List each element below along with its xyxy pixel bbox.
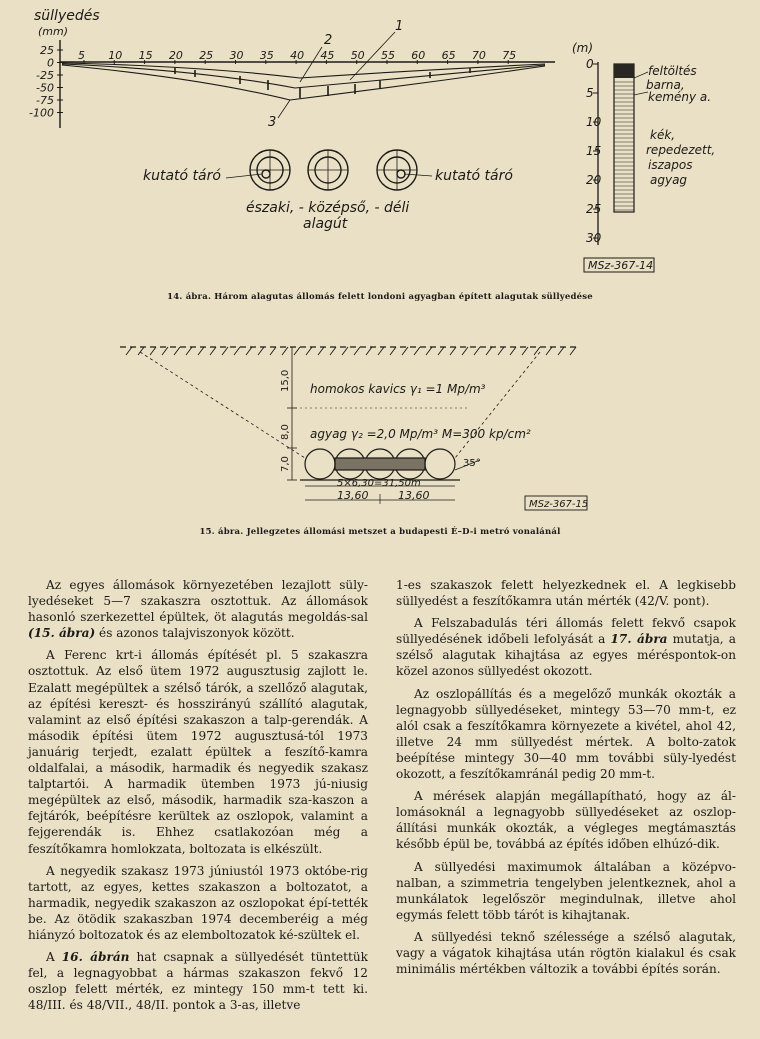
- dim-top: 15,0: [280, 369, 291, 392]
- x-tick-label: 55: [381, 49, 395, 62]
- x-tick-label: 75: [502, 49, 517, 62]
- paragraph: A mérések alapján megállapítható, hogy az ál-lomásoknál a legnagyobb süllyedéseket az oszlop-állítási munkák okozták, a végleges megtámasztás később épül be, továbbá az építés időben elhúzó-dik.: [396, 789, 736, 852]
- y-tick-label: 25: [40, 44, 54, 57]
- paragraph: A negyedik szakasz 1973 júniustól 1973 októbe-rig tartott, az egyes, kettes szakaszon a boltozatot, a harmadik, negyedik szakaszon az oszlopokat épí-tették be. Az ötödik szakaszban 1974 decemberéig a még hiányzó boltozatok és az elemboltozatok ké-szültek el.: [28, 863, 368, 942]
- curve-label-1: 1: [395, 19, 404, 34]
- depth-tick-label: 10: [586, 115, 602, 129]
- x-tick-label: 10: [108, 49, 123, 62]
- depth-tick-label: 15: [586, 144, 602, 158]
- settlement-curve-3: [62, 65, 545, 100]
- fig14-caption: [0, 292, 760, 302]
- x-tick-label: 40: [290, 49, 305, 62]
- x-tick-label: 50: [350, 49, 365, 62]
- y-tick-label: -75: [36, 94, 54, 107]
- fig14-axis-title: süllyedés: [34, 8, 100, 24]
- y-tick-label: -25: [36, 69, 54, 82]
- depth-unit: (m): [572, 41, 594, 55]
- x-tick-label: 65: [441, 49, 456, 62]
- fig15-stamp: MSz-367-15: [529, 499, 589, 510]
- x-tick-label: 30: [229, 49, 244, 62]
- x-tick-label: 15: [138, 49, 153, 62]
- dim-bot: 7,0: [280, 456, 291, 472]
- fig14-caption-text: Három alagutas állomás felett londoni agyagban épített alagutak süllyedése: [214, 292, 593, 302]
- span-label: 5×6,30=31,50m: [337, 478, 421, 489]
- text-column-right: [396, 577, 736, 983]
- tunnel-sections: [250, 150, 417, 190]
- angle-label: 35°: [463, 458, 481, 469]
- text-column-left: [28, 577, 368, 1019]
- paragraph: A 16. ábrán hat csapnak a süllyedését tüntettük fel, a legnagyobbat a hármas szakaszon fekvő 12 oszlop felett mérték, ez mintegy 150 mm-t tett ki. 48/III. és 48/VII., 48/II. pontok a 3-as, illetve: [28, 950, 369, 1013]
- x-tick-label: 20: [168, 49, 183, 62]
- paragraph: 1-es szakaszok felett helyezkednek el. A legkisebb süllyedést a feszítőkamra után mérték (42/V. pont).: [396, 578, 736, 609]
- figure-reference: 16. ábrán: [61, 950, 130, 965]
- x-tick-label: 70: [471, 49, 486, 62]
- y-tick-label: -50: [36, 81, 54, 95]
- figure-15: [0, 330, 760, 520]
- station-section: [300, 449, 460, 480]
- fig15-caption-number: 15. ábra.: [199, 527, 244, 537]
- fig15-caption-text: Jellegzetes állomási metszet a budapesti É–D-i metró vonalánál: [246, 527, 561, 537]
- tunnel-names: északi, - középső, - déli: [246, 200, 410, 216]
- y-tick-label: -100: [29, 106, 54, 120]
- x-tick-label: 35: [259, 49, 274, 62]
- paragraph: A süllyedési teknő szélessége a szélső alagutak, vagy a vágatok kihajtása után rögtön kialakul és csak minimális mértékben változik a további építés során.: [396, 929, 736, 977]
- soil-label-blue: kék,: [650, 128, 676, 142]
- tunnel-word: alagút: [303, 216, 348, 232]
- figure-14: [0, 0, 760, 300]
- soil-label-brown: barna,: [646, 78, 685, 92]
- fig14-stamp: MSz-367-14: [588, 259, 654, 272]
- depth-tick-label: 20: [586, 173, 602, 187]
- half-left: 13,60: [337, 489, 369, 502]
- paragraph: Az oszlopállítás és a megelőző munkák okozták a legnagyobb süllyedéseket, mintegy 53—70 mm-t, ez alól csak a feszítőkamra környezete a kivétel, ahol 42, illetve 24 mm süllyedést mértek. A bolto-zatok beépítése mintegy 30—40 mm további süly-lyedést okozott, a feszítőkamránál pedig 20 mm-t.: [396, 686, 736, 782]
- depth-tick-label: 5: [586, 86, 594, 100]
- x-tick-label: 25: [199, 49, 214, 62]
- y-tick-label: 0: [47, 56, 54, 70]
- depth-tick-label: 30: [586, 231, 602, 245]
- half-right: 13,60: [398, 489, 430, 502]
- paragraph: A süllyedési maximumok általában a középvo-nalban, a szimmetria tengelyben jelentkeznek, ahol a munkálatok legelőször megindulnak, illetve ahol egymás felett több tárót is kihajtanak.: [396, 859, 736, 922]
- x-tick-label: 60: [411, 49, 426, 62]
- fig14-axis-unit: (mm): [38, 25, 69, 38]
- paragraph: Az egyes állomások környezetében lezajlott süly-lyedéseket 5—7 szakaszra osztottuk. Az állomások hasonló szerkezettel épültek, öt alagutás megoldás-sal (15. ábra) és azonos talajviszonyok között.: [28, 578, 368, 641]
- x-tick-label: 45: [320, 49, 335, 62]
- figure-reference: (15. ábra): [28, 626, 96, 641]
- curve-label-2: 2: [324, 33, 333, 48]
- dim-mid: 8,0: [280, 424, 291, 440]
- soil-label-fill: feltöltés: [648, 64, 697, 78]
- soil-label-clay: agyag: [650, 173, 688, 187]
- fig15-caption: [0, 527, 760, 537]
- curve-label-3: 3: [268, 115, 277, 130]
- left-tunnel-label: kutató tárό: [143, 168, 221, 184]
- depth-tick-label: 0: [586, 57, 594, 71]
- soil-label-cracked: repedezett,: [646, 143, 716, 157]
- soil-label-hard: kemény a.: [648, 90, 712, 104]
- paragraph: A Felszabadulás téri állomás felett fekvő csapok süllyedésének időbeli lefolyását a 17. ábra mutatja, a szélső alagutak kihajtása az egyes méréspontok-on közel azonos süllyedést okozott.: [396, 616, 736, 679]
- paragraph: A Ferenc krt-i állomás építését pl. 5 szakaszra osztottuk. Az első ütem 1972 augusztusig zajlott le. Ezalatt megépültek a szélső tárók, a szellőző alagutak, az építési kereszt- és hosszirányú szállító alagutak, valamint az első építési szakaszon a talp-gerendák. A második építési ütem 1972 augusztusá-tól 1973 januárig terjedt, ezalatt épültek a feszítő-kamra oldalfalai, a második, harmadik és negyedik szakasz talptartói. A harmadik ütemben 1973 jú-niusig megépültek az első, második, harmadik sza-kaszon a fejtárók, beépítésre kerültek az oszlopok, valamint a fejgerendák is. Ehhez csatlakozóan még a feszítőkamra homlokzata, boltozata is elkészült.: [28, 648, 368, 856]
- x-tick-label: 5: [78, 49, 85, 62]
- layer-clay: agyag γ₂ =2,0 Mp/m³ M=300 kp/cm²: [310, 427, 531, 441]
- figure-reference: 17. ábra: [610, 632, 668, 647]
- soil-label-silty: iszapos: [648, 158, 693, 172]
- layer-gravel: homokos kavics γ₁ =1 Mp/m³: [310, 382, 486, 396]
- depth-tick-label: 25: [586, 202, 602, 216]
- fig14-caption-number: 14. ábra.: [167, 292, 212, 302]
- right-tunnel-label: kutató tárό: [435, 168, 513, 184]
